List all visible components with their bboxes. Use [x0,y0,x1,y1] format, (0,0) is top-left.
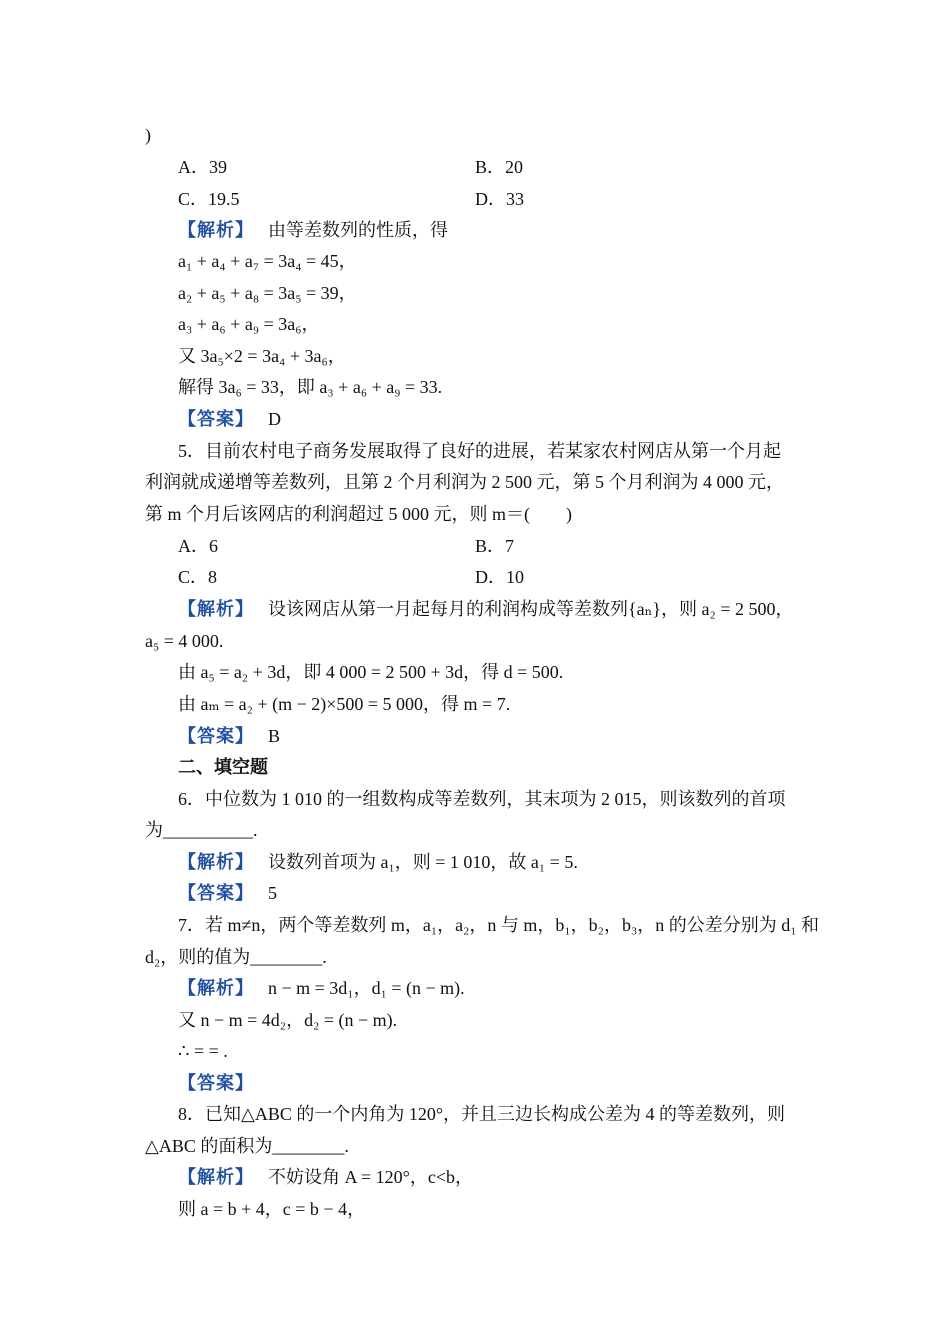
q5-option-c: C．8 [178,567,218,587]
q4-equation-1: a₁ + a₄ + a₇ = 3a₄ = 45， [178,251,357,271]
q8-analysis-line-1: 不妨设角 A = 120°，c<b， [268,1167,473,1187]
q6-answer [178,882,277,904]
q6-analysis [178,851,578,873]
answer-label: 【答案】 [178,726,254,746]
q5-option-b: B．7 [475,536,515,556]
q5-answer [178,725,280,747]
q5-stem-line-2: 利润就成递增等差数列，且第 2 个月利润为 2 500 元，第 5 个月利润为 4 000 元， [145,472,784,492]
q5-analysis [178,598,793,620]
q5-stem-line-3: 第 m 个月后该网店的利润超过 5 000 元，则 m＝( ) [145,504,572,524]
answer-label: 【答案】 [178,1073,254,1093]
q4-option-a: A．39 [178,157,227,177]
q4-option-b: B．20 [475,157,524,177]
q5-analysis-line-4: 由 aₘ = a₂ + (m − 2)×500 = 5 000，得 m = 7. [178,694,511,714]
q8-stem-line-2: △ABC 的面积为________. [145,1136,349,1156]
analysis-label: 【解析】 [178,599,254,619]
q4-continuation: ) [145,125,151,145]
q4-equation-4: 又 3a₅×2 = 3a₄ + 3a₆， [178,346,346,366]
q5-analysis-line-1: 设该网店从第一月起每月的利润构成等差数列{aₙ}，则 a₂ = 2 500， [268,599,794,619]
answer-label: 【答案】 [178,883,254,903]
q6-analysis-text: 设数列首项为 a₁，则 = 1 010，故 a₁ = 5. [268,852,578,872]
q8-analysis [178,1166,473,1188]
q4-answer [178,408,281,430]
q5-analysis-line-2: a₅ = 4 000. [145,631,224,651]
q8-analysis-line-2: 则 a = b + 4，c = b − 4， [178,1199,366,1219]
section-heading-fill-in: 二、填空题 [178,757,268,777]
q7-stem-line-2: d₂，则的值为________. [145,947,327,967]
q5-option-d: D．10 [475,567,524,587]
q5-option-a: A．6 [178,536,218,556]
q7-analysis-line-3: ∴ = = . [178,1041,228,1061]
q5-stem-line-1: 5．目前农村电子商务发展取得了良好的进展，若某家农村网店从第一个月起 [178,441,781,461]
q7-analysis-line-2: 又 n − m = 4d₂，d₂ = (n − m). [178,1010,398,1030]
q6-answer-value: 5 [268,883,277,903]
q4-answer-value: D [268,409,281,429]
q4-option-d: D．33 [475,189,524,209]
analysis-label: 【解析】 [178,978,254,998]
q8-stem-line-1: 8．已知△ABC 的一个内角为 120°，并且三边长构成公差为 4 的等差数列，则 [178,1104,786,1124]
q7-stem-line-1: 7．若 m≠n，两个等差数列 m，a₁，a₂，n 与 m，b₁，b₂，b₃，n 的公差分别为 d₁ 和 [178,915,820,935]
q7-analysis [178,977,465,999]
q4-equation-3: a₃ + a₆ + a₉ = 3a₆， [178,314,320,334]
q4-analysis-text: 由等差数列的性质，得 [268,220,448,240]
q6-stem-line-2: 为__________. [145,820,258,840]
q4-equation-2: a₂ + a₅ + a₈ = 3a₅ = 39， [178,283,357,303]
q4-analysis [178,219,448,241]
answer-label: 【答案】 [178,409,254,429]
q6-stem-line-1: 6．中位数为 1 010 的一组数构成等差数列，其末项为 2 015，则该数列的首项 [178,789,786,809]
q4-option-c: C．19.5 [178,189,240,209]
q7-analysis-line-1: n − m = 3d₁，d₁ = (n − m). [268,978,465,998]
q5-analysis-line-3: 由 a₅ = a₂ + 3d，即 4 000 = 2 500 + 3d，得 d = 500. [178,662,564,682]
analysis-label: 【解析】 [178,852,254,872]
q7-answer [178,1072,268,1094]
q4-equation-5: 解得 3a₆ = 33，即 a₃ + a₆ + a₉ = 33. [178,377,443,397]
analysis-label: 【解析】 [178,1167,254,1187]
analysis-label: 【解析】 [178,220,254,240]
q5-answer-value: B [268,726,281,746]
